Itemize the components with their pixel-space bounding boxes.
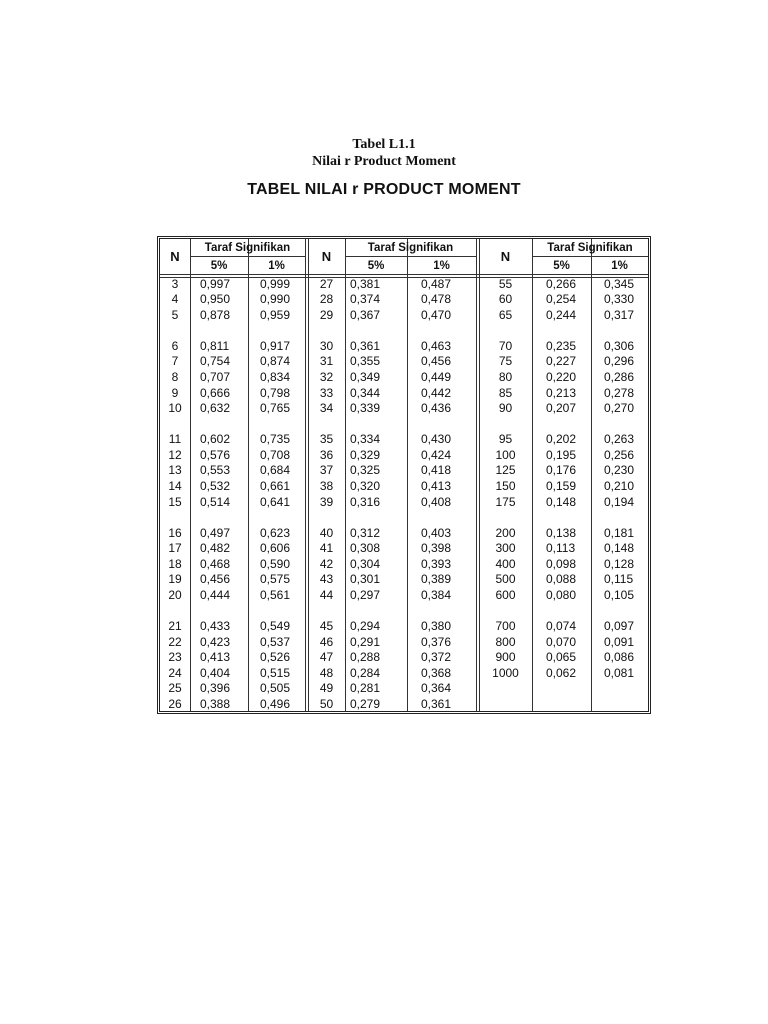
cell-r-5-percent: 0,080 — [546, 587, 577, 602]
header-1-percent: 1% — [268, 260, 285, 272]
cell-r-5-percent: 0,312 — [350, 525, 381, 540]
cell-r-5-percent: 0,304 — [350, 556, 381, 571]
header-taraf-signifikan: Taraf Signifikan — [367, 242, 454, 254]
cell-r-5-percent: 0,195 — [546, 447, 577, 462]
cell-r-1-percent: 0,380 — [421, 618, 452, 633]
cell-r-1-percent: 0,661 — [260, 478, 291, 493]
cell-r-1-percent: 0,148 — [604, 541, 635, 556]
cell-n: 36 — [319, 447, 334, 462]
cell-n: 125 — [495, 463, 516, 478]
cell-n: 37 — [319, 463, 334, 478]
cell-n: 4 — [171, 292, 179, 307]
cell-r-5-percent: 0,878 — [200, 307, 231, 322]
cell-r-5-percent: 0,297 — [350, 587, 381, 602]
cell-r-1-percent: 0,999 — [260, 276, 291, 291]
cell-n: 200 — [495, 525, 516, 540]
cell-n: 5 — [171, 307, 179, 322]
cell-r-1-percent: 0,424 — [421, 447, 452, 462]
cell-r-5-percent: 0,576 — [200, 447, 231, 462]
cell-n: 28 — [319, 292, 334, 307]
column-divider — [345, 239, 346, 711]
cell-r-5-percent: 0,339 — [350, 401, 381, 416]
cell-r-5-percent: 0,666 — [200, 385, 231, 400]
column-divider — [248, 239, 249, 711]
header-rule — [532, 256, 648, 257]
cell-n: 7 — [171, 354, 179, 369]
cell-r-1-percent: 0,345 — [604, 276, 635, 291]
cell-r-5-percent: 0,632 — [200, 401, 231, 416]
cell-n: 700 — [495, 618, 516, 633]
cell-r-5-percent: 0,482 — [200, 541, 231, 556]
cell-n: 175 — [495, 494, 516, 509]
cell-r-5-percent: 0,361 — [350, 338, 381, 353]
cell-r-5-percent: 0,316 — [350, 494, 381, 509]
cell-r-1-percent: 0,368 — [421, 665, 452, 680]
cell-n: 38 — [319, 478, 334, 493]
cell-n: 10 — [168, 401, 182, 416]
cell-n: 90 — [498, 401, 513, 416]
cell-n: 15 — [168, 494, 182, 509]
cell-r-5-percent: 0,284 — [350, 665, 381, 680]
cell-r-1-percent: 0,210 — [604, 478, 635, 493]
cell-r-1-percent: 0,270 — [604, 401, 635, 416]
cell-n: 100 — [495, 447, 516, 462]
cell-n: 500 — [495, 572, 516, 587]
table-title: TABEL NILAI r PRODUCT MOMENT — [247, 181, 521, 198]
cell-r-1-percent: 0,834 — [260, 369, 291, 384]
cell-n: 20 — [168, 587, 182, 602]
column-divider — [407, 239, 408, 711]
cell-r-1-percent: 0,364 — [421, 681, 452, 696]
cell-n: 150 — [495, 478, 516, 493]
cell-n: 31 — [319, 354, 334, 369]
cell-r-5-percent: 0,707 — [200, 369, 231, 384]
cell-r-1-percent: 0,561 — [260, 587, 291, 602]
cell-r-1-percent: 0,372 — [421, 650, 452, 665]
cell-n: 21 — [168, 618, 182, 633]
header-n: N — [170, 249, 180, 264]
cell-r-1-percent: 0,463 — [421, 338, 452, 353]
header-5-percent: 5% — [210, 260, 228, 272]
cell-n: 19 — [168, 572, 182, 587]
cell-n: 49 — [319, 681, 334, 696]
cell-r-5-percent: 0,220 — [546, 369, 577, 384]
cell-r-1-percent: 0,430 — [421, 432, 452, 447]
cell-r-1-percent: 0,917 — [260, 338, 291, 353]
cell-r-5-percent: 0,811 — [200, 338, 230, 353]
cell-r-1-percent: 0,115 — [604, 572, 634, 587]
cell-r-1-percent: 0,091 — [604, 634, 635, 649]
cell-r-5-percent: 0,388 — [200, 696, 231, 711]
cell-r-5-percent: 0,349 — [350, 369, 381, 384]
cell-n: 75 — [498, 354, 513, 369]
cell-r-5-percent: 0,334 — [350, 432, 381, 447]
cell-r-1-percent: 0,306 — [604, 338, 635, 353]
cell-n: 14 — [168, 478, 182, 493]
cell-r-1-percent: 0,537 — [260, 634, 291, 649]
cell-r-5-percent: 0,444 — [200, 587, 231, 602]
cell-n: 32 — [319, 369, 334, 384]
cell-r-5-percent: 0,367 — [350, 307, 381, 322]
cell-r-1-percent: 0,263 — [604, 432, 635, 447]
cell-r-5-percent: 0,148 — [546, 494, 577, 509]
cell-n: 29 — [319, 307, 334, 322]
cell-r-1-percent: 0,487 — [421, 276, 452, 291]
cell-r-5-percent: 0,281 — [350, 681, 381, 696]
cell-r-1-percent: 0,403 — [421, 525, 452, 540]
cell-r-1-percent: 0,442 — [421, 385, 452, 400]
cell-r-5-percent: 0,244 — [546, 307, 577, 322]
cell-n: 34 — [319, 401, 334, 416]
cell-n: 25 — [168, 681, 182, 696]
cell-r-5-percent: 0,404 — [200, 665, 231, 680]
cell-n: 35 — [319, 432, 334, 447]
cell-n: 9 — [171, 385, 179, 400]
cell-r-1-percent: 0,526 — [260, 650, 291, 665]
cell-r-5-percent: 0,202 — [546, 432, 577, 447]
cell-n: 6 — [171, 338, 179, 353]
cell-r-5-percent: 0,950 — [200, 292, 231, 307]
cell-n: 12 — [168, 447, 182, 462]
cell-n: 46 — [319, 634, 334, 649]
cell-r-1-percent: 0,798 — [260, 385, 291, 400]
cell-r-5-percent: 0,602 — [200, 432, 231, 447]
cell-r-5-percent: 0,266 — [546, 276, 577, 291]
header-5-percent: 5% — [367, 260, 385, 272]
cell-n: 40 — [319, 525, 334, 540]
header-rule — [345, 256, 476, 257]
cell-r-1-percent: 0,317 — [604, 307, 635, 322]
column-divider — [532, 239, 533, 711]
cell-r-1-percent: 0,081 — [604, 665, 635, 680]
header-n: N — [500, 249, 511, 264]
cell-r-5-percent: 0,532 — [200, 478, 231, 493]
cell-r-1-percent: 0,256 — [604, 447, 635, 462]
cell-r-1-percent: 0,478 — [421, 292, 452, 307]
cell-r-5-percent: 0,074 — [546, 618, 577, 633]
cell-n: 18 — [168, 556, 182, 571]
cell-n: 85 — [498, 385, 513, 400]
cell-r-1-percent: 0,575 — [260, 572, 291, 587]
cell-n: 17 — [168, 541, 182, 556]
cell-r-5-percent: 0,553 — [200, 463, 231, 478]
cell-n: 11 — [168, 432, 182, 447]
cell-r-5-percent: 0,468 — [200, 556, 231, 571]
cell-n: 900 — [495, 650, 516, 665]
cell-n: 60 — [498, 292, 513, 307]
cell-r-5-percent: 0,301 — [350, 572, 381, 587]
cell-r-5-percent: 0,088 — [546, 572, 577, 587]
cell-n: 8 — [171, 369, 179, 384]
cell-r-1-percent: 0,418 — [421, 463, 452, 478]
cell-n: 80 — [498, 369, 513, 384]
cell-r-5-percent: 0,254 — [546, 292, 577, 307]
cell-r-5-percent: 0,456 — [200, 572, 231, 587]
cell-n: 30 — [319, 338, 334, 353]
header-n: N — [321, 249, 332, 264]
cell-r-1-percent: 0,330 — [604, 292, 635, 307]
cell-r-5-percent: 0,423 — [200, 634, 231, 649]
cell-n: 13 — [168, 463, 182, 478]
cell-n: 47 — [319, 650, 334, 665]
cell-r-1-percent: 0,515 — [260, 665, 291, 680]
cell-r-1-percent: 0,181 — [604, 525, 635, 540]
cell-r-1-percent: 0,286 — [604, 369, 635, 384]
cell-r-1-percent: 0,086 — [604, 650, 635, 665]
header-rule — [190, 256, 305, 257]
cell-n: 600 — [495, 587, 516, 602]
cell-r-5-percent: 0,288 — [350, 650, 381, 665]
r-product-moment-table — [157, 236, 651, 714]
cell-r-1-percent: 0,470 — [421, 307, 452, 322]
cell-r-1-percent: 0,449 — [421, 369, 452, 384]
cell-n: 55 — [498, 276, 513, 291]
cell-n: 44 — [319, 587, 334, 602]
cell-r-1-percent: 0,389 — [421, 572, 452, 587]
cell-r-5-percent: 0,213 — [546, 385, 577, 400]
cell-r-5-percent: 0,325 — [350, 463, 381, 478]
cell-r-5-percent: 0,235 — [546, 338, 577, 353]
cell-r-5-percent: 0,176 — [546, 463, 577, 478]
cell-r-1-percent: 0,990 — [260, 292, 291, 307]
cell-n: 23 — [168, 650, 182, 665]
cell-r-1-percent: 0,408 — [421, 494, 452, 509]
cell-r-1-percent: 0,296 — [604, 354, 635, 369]
cell-r-5-percent: 0,374 — [350, 292, 381, 307]
cell-r-1-percent: 0,413 — [421, 478, 452, 493]
cell-r-1-percent: 0,361 — [421, 696, 452, 711]
cell-r-5-percent: 0,344 — [350, 385, 381, 400]
cell-r-5-percent: 0,381 — [350, 276, 381, 291]
header-5-percent: 5% — [553, 260, 570, 272]
cell-r-5-percent: 0,308 — [350, 541, 381, 556]
column-divider — [190, 239, 191, 711]
cell-r-5-percent: 0,065 — [546, 650, 577, 665]
cell-r-5-percent: 0,294 — [350, 618, 381, 633]
cell-n: 33 — [319, 385, 334, 400]
cell-r-5-percent: 0,396 — [200, 681, 231, 696]
cell-r-5-percent: 0,138 — [546, 525, 577, 540]
cell-n: 45 — [319, 618, 334, 633]
cell-r-1-percent: 0,549 — [260, 618, 291, 633]
cell-n: 39 — [319, 494, 334, 509]
cell-r-5-percent: 0,227 — [546, 354, 577, 369]
cell-r-1-percent: 0,398 — [421, 541, 452, 556]
cell-n: 16 — [168, 525, 182, 540]
cell-r-5-percent: 0,355 — [350, 354, 381, 369]
cell-n: 41 — [319, 541, 334, 556]
cell-r-1-percent: 0,708 — [260, 447, 291, 462]
cell-n: 3 — [171, 276, 179, 291]
cell-r-1-percent: 0,684 — [260, 463, 291, 478]
cell-r-1-percent: 0,765 — [260, 401, 291, 416]
cell-r-5-percent: 0,291 — [350, 634, 381, 649]
cell-r-5-percent: 0,997 — [200, 276, 231, 291]
cell-n: 400 — [495, 556, 516, 571]
cell-r-5-percent: 0,207 — [546, 401, 577, 416]
cell-r-1-percent: 0,641 — [260, 494, 291, 509]
cell-n: 24 — [168, 665, 182, 680]
cell-r-1-percent: 0,278 — [604, 385, 635, 400]
cell-r-1-percent: 0,590 — [260, 556, 291, 571]
cell-r-5-percent: 0,497 — [200, 525, 231, 540]
header-taraf-signifikan: Taraf Signifikan — [547, 242, 633, 254]
cell-r-1-percent: 0,436 — [421, 401, 452, 416]
cell-r-1-percent: 0,606 — [260, 541, 291, 556]
cell-n: 42 — [319, 556, 334, 571]
cell-n: 300 — [495, 541, 516, 556]
cell-r-1-percent: 0,376 — [421, 634, 452, 649]
cell-r-1-percent: 0,874 — [260, 354, 291, 369]
cell-r-1-percent: 0,384 — [421, 587, 452, 602]
cell-n: 22 — [168, 634, 182, 649]
cell-r-5-percent: 0,062 — [546, 665, 577, 680]
cell-r-1-percent: 0,505 — [260, 681, 291, 696]
cell-r-5-percent: 0,070 — [546, 634, 577, 649]
cell-r-5-percent: 0,329 — [350, 447, 381, 462]
cell-r-5-percent: 0,098 — [546, 556, 577, 571]
cell-n: 1000 — [492, 665, 519, 680]
cell-n: 27 — [319, 276, 334, 291]
cell-r-5-percent: 0,514 — [200, 494, 231, 509]
cell-r-5-percent: 0,159 — [546, 478, 577, 493]
cell-r-5-percent: 0,433 — [200, 618, 231, 633]
cell-n: 800 — [495, 634, 516, 649]
cell-r-1-percent: 0,456 — [421, 354, 452, 369]
cell-n: 95 — [498, 432, 513, 447]
cell-r-1-percent: 0,735 — [260, 432, 291, 447]
cell-r-1-percent: 0,105 — [604, 587, 635, 602]
cell-n: 65 — [498, 307, 513, 322]
caption-line-2: Nilai r Product Moment — [312, 154, 456, 169]
cell-r-1-percent: 0,194 — [604, 494, 635, 509]
header-1-percent: 1% — [611, 260, 628, 272]
cell-r-1-percent: 0,230 — [604, 463, 635, 478]
cell-r-1-percent: 0,623 — [260, 525, 291, 540]
cell-r-1-percent: 0,097 — [604, 618, 635, 633]
cell-r-1-percent: 0,128 — [604, 556, 635, 571]
cell-n: 43 — [319, 572, 334, 587]
header-1-percent: 1% — [433, 260, 450, 272]
cell-r-5-percent: 0,113 — [546, 541, 576, 556]
cell-r-1-percent: 0,393 — [421, 556, 452, 571]
cell-r-5-percent: 0,320 — [350, 478, 381, 493]
cell-r-1-percent: 0,959 — [260, 307, 291, 322]
cell-n: 50 — [319, 696, 334, 711]
cell-r-5-percent: 0,279 — [350, 696, 381, 711]
cell-r-5-percent: 0,754 — [200, 354, 231, 369]
cell-n: 26 — [168, 696, 182, 711]
cell-n: 70 — [498, 338, 513, 353]
caption-line-1: Tabel L1.1 — [352, 137, 416, 152]
cell-r-5-percent: 0,413 — [200, 650, 231, 665]
cell-r-1-percent: 0,496 — [260, 696, 291, 711]
cell-n: 48 — [319, 665, 334, 680]
header-taraf-signifikan: Taraf Signifikan — [204, 242, 291, 254]
